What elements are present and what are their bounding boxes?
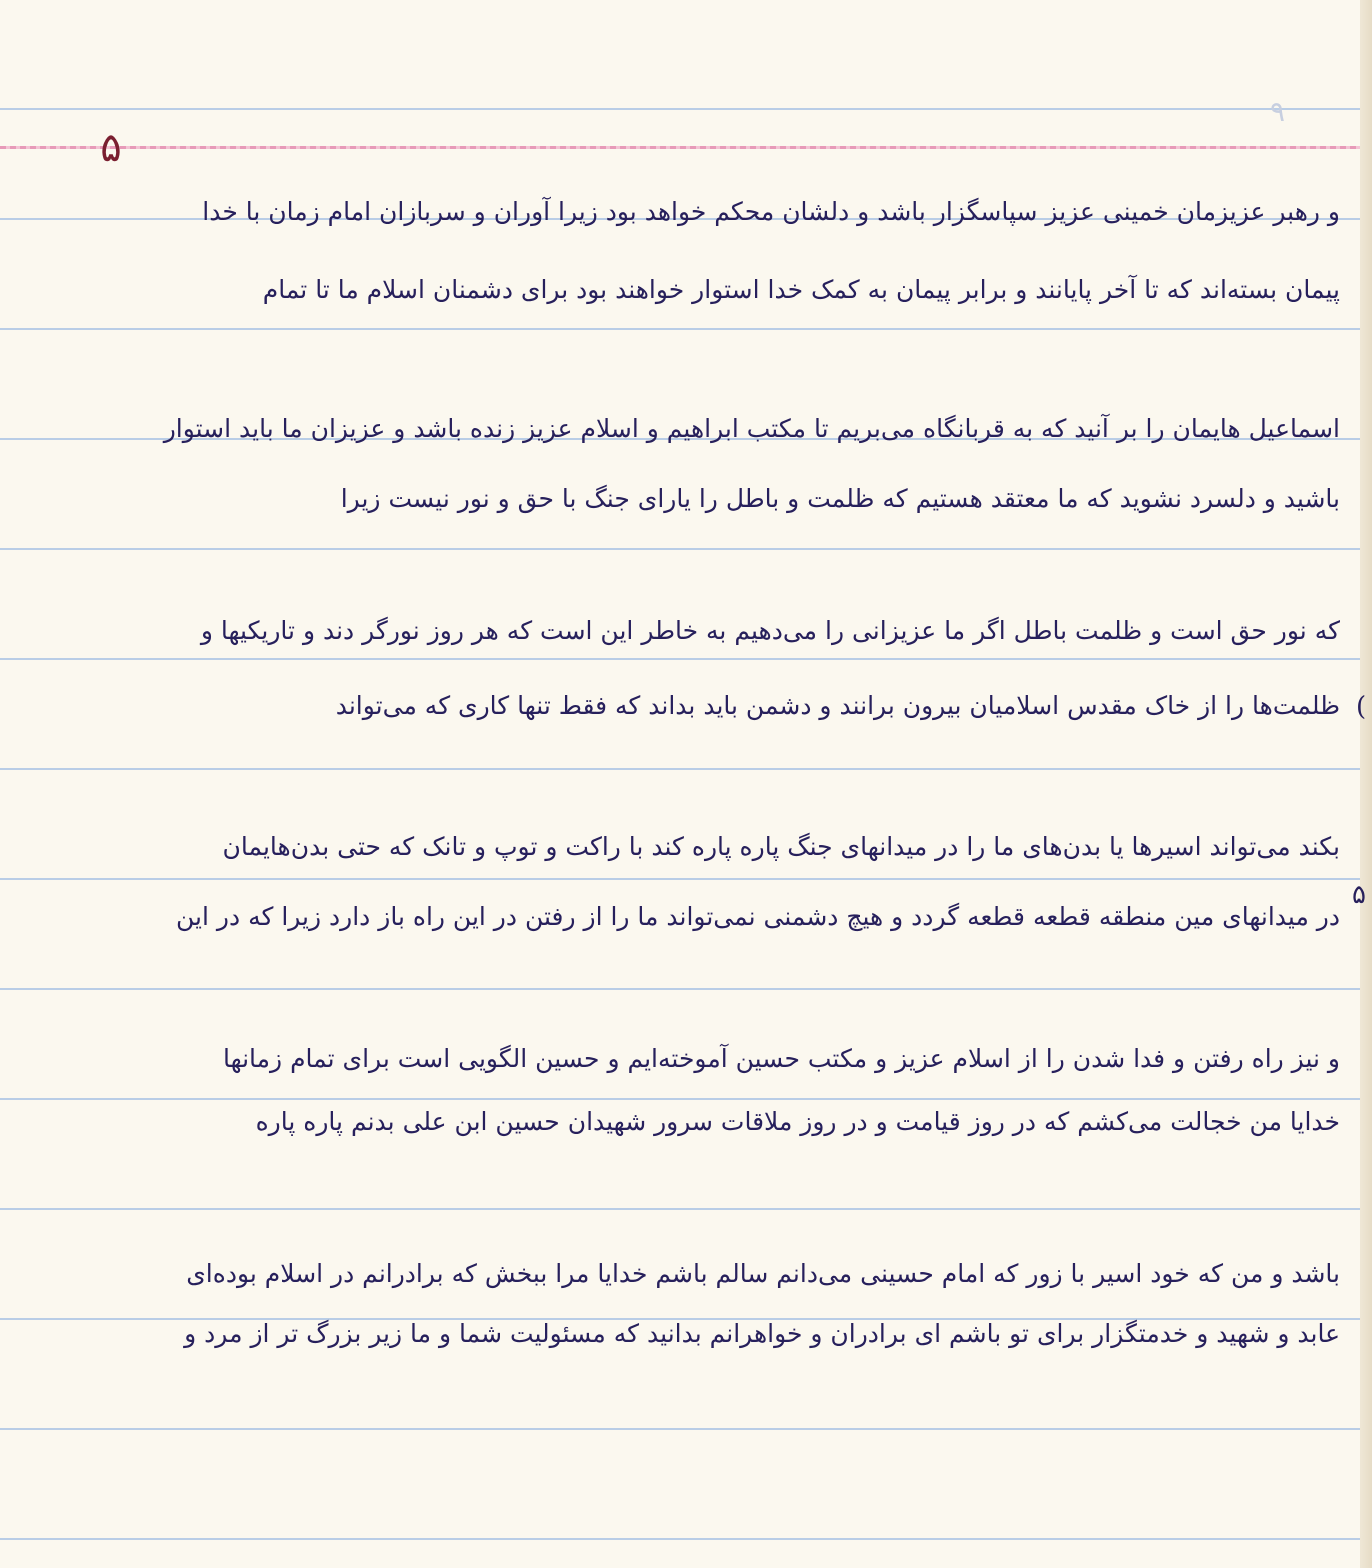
text-line: و رهبر عزیزمان خمینی عزیز سپاسگزار باشد و دلشان محکم خواهد بود زیرا آوران و سربازان امام زمان با خدا xyxy=(202,197,1340,226)
text-line: بکند می‌تواند اسیرها یا بدن‌های ما را در میدانهای جنگ پاره پاره کند با راکت و توپ و تانک که حتی بدن‌هایمان xyxy=(222,832,1340,861)
text-line: که نور حق است و ظلمت باطل اگر ما عزیزانی را می‌دهیم به خاطر این است که هر روز نورگر دند و تاریکیها و xyxy=(200,616,1340,645)
text-line: عابد و شهید و خدمتگزار برای تو باشم ای برادران و خواهرانم بدانید که مسئولیت شما و ما زیر بزرگ تر از مرد و xyxy=(184,1319,1340,1348)
text-line: باشد و من که خود اسیر با زور که امام حسینی می‌دانم سالم باشم خدایا مرا ببخش که برادرانم در اسلام بوده‌ای xyxy=(186,1259,1340,1288)
text-line: ظلمت‌ها را از خاک مقدس اسلامیان بیرون برانند و دشمن باید بداند که فقط تنها کاری که می‌تواند xyxy=(335,691,1340,720)
text-line: باشید و دلسرد نشوید که ما معتقد هستیم که ظلمت و باطل را یارای جنگ با حق و نور نیست زیرا xyxy=(340,484,1340,513)
margin-mark: ( xyxy=(1356,692,1367,722)
text-line: اسماعیل هایمان را بر آنید که به قربانگاه می‌بریم تا مکتب ابراهیم و اسلام عزیز زنده باشد و عزیزان ما باید استوار xyxy=(163,414,1340,443)
margin-rule xyxy=(0,146,1372,149)
text-line: و نیز راه رفتن و فدا شدن را از اسلام عزیز و مکتب حسین آموخته‌ایم و حسین الگویی است برای تمام زمانها xyxy=(222,1044,1340,1073)
text-line: در میدانهای مین منطقه قطعه قطعه گردد و هیچ دشمنی نمی‌تواند ما را از رفتن در این راه باز دارد زیرا که در این xyxy=(176,902,1340,931)
margin-mark: ۵ xyxy=(1352,880,1366,910)
page-number: ۵ xyxy=(100,125,122,171)
faint-mark: ٩ xyxy=(1270,95,1286,128)
text-line: پیمان بسته‌اند که تا آخر پایانند و برابر پیمان به کمک خدا استوار خواهند بود برای دشمنان اسلام ما تا تمام xyxy=(262,275,1340,304)
text-line: خدایا من خجالت می‌کشم که در روز قیامت و در روز ملاقات سرور شهیدان حسین ابن علی بدنم پاره پاره xyxy=(255,1107,1340,1136)
page-fold xyxy=(1360,0,1372,1568)
